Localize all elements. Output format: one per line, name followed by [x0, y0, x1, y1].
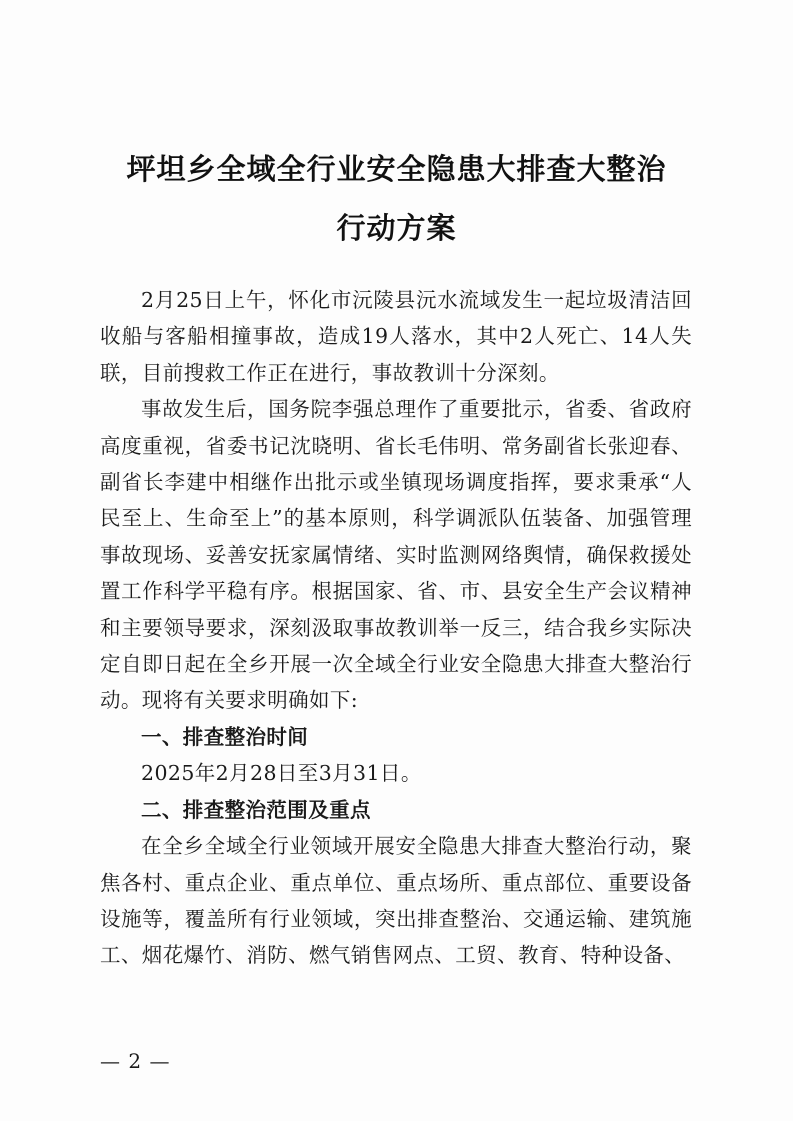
- section-heading-scope: 二、排查整治范围及重点: [141, 797, 371, 822]
- page-number: — 2 —: [100, 1049, 171, 1073]
- paragraph-incident: 2月25日上午，怀化市沅陵县沅水流域发生一起垃圾清洁回收船与客船相撞事故，造成19人落水，其中2人死亡、14人失联，目前搜救工作正在进行，事故教训十分深刻。: [100, 288, 692, 385]
- document-title-line-1: 坪坦乡全域全行业安全隐患大排查大整治: [126, 152, 667, 186]
- section-text-time: 2025年2月28日至3月31日。: [141, 761, 422, 786]
- paragraph-response: 事故发生后，国务院李强总理作了重要批示，省委、省政府高度重视，省委书记沈晓明、省长毛伟明、常务副省长张迎春、副省长李建中相继作出批示或坐镇现场调度指挥，要求秉承“人民至上、生命至上”的基本原则，科学调派队伍装备、加强管理事故现场、妥善安抚家属情绪、实时监测网络舆情，确保救援处置工作科学平稳有序。根据国家、省、市、县安全生产会议精神和主要领导要求，深刻汲取事故教训举一反三，结合我乡实际决定自即日起在全乡开展一次全域全行业安全隐患大排查大整治行动。现将有关要求明确如下:: [100, 397, 692, 713]
- section-heading-time: 一、排查整治时间: [141, 724, 309, 749]
- document-title-line-2: 行动方案: [336, 211, 457, 245]
- document-body: [100, 282, 692, 974]
- section-text-scope: 在全乡全域全行业领域开展安全隐患大排查大整治行动，聚焦各村、重点企业、重点单位、重点场所、重点部位、重要设备设施等，覆盖所有行业领域，突出排查整治、交通运输、建筑施工、烟花爆竹、消防、燃气销售网点、工贸、教育、特种设备、: [100, 834, 692, 968]
